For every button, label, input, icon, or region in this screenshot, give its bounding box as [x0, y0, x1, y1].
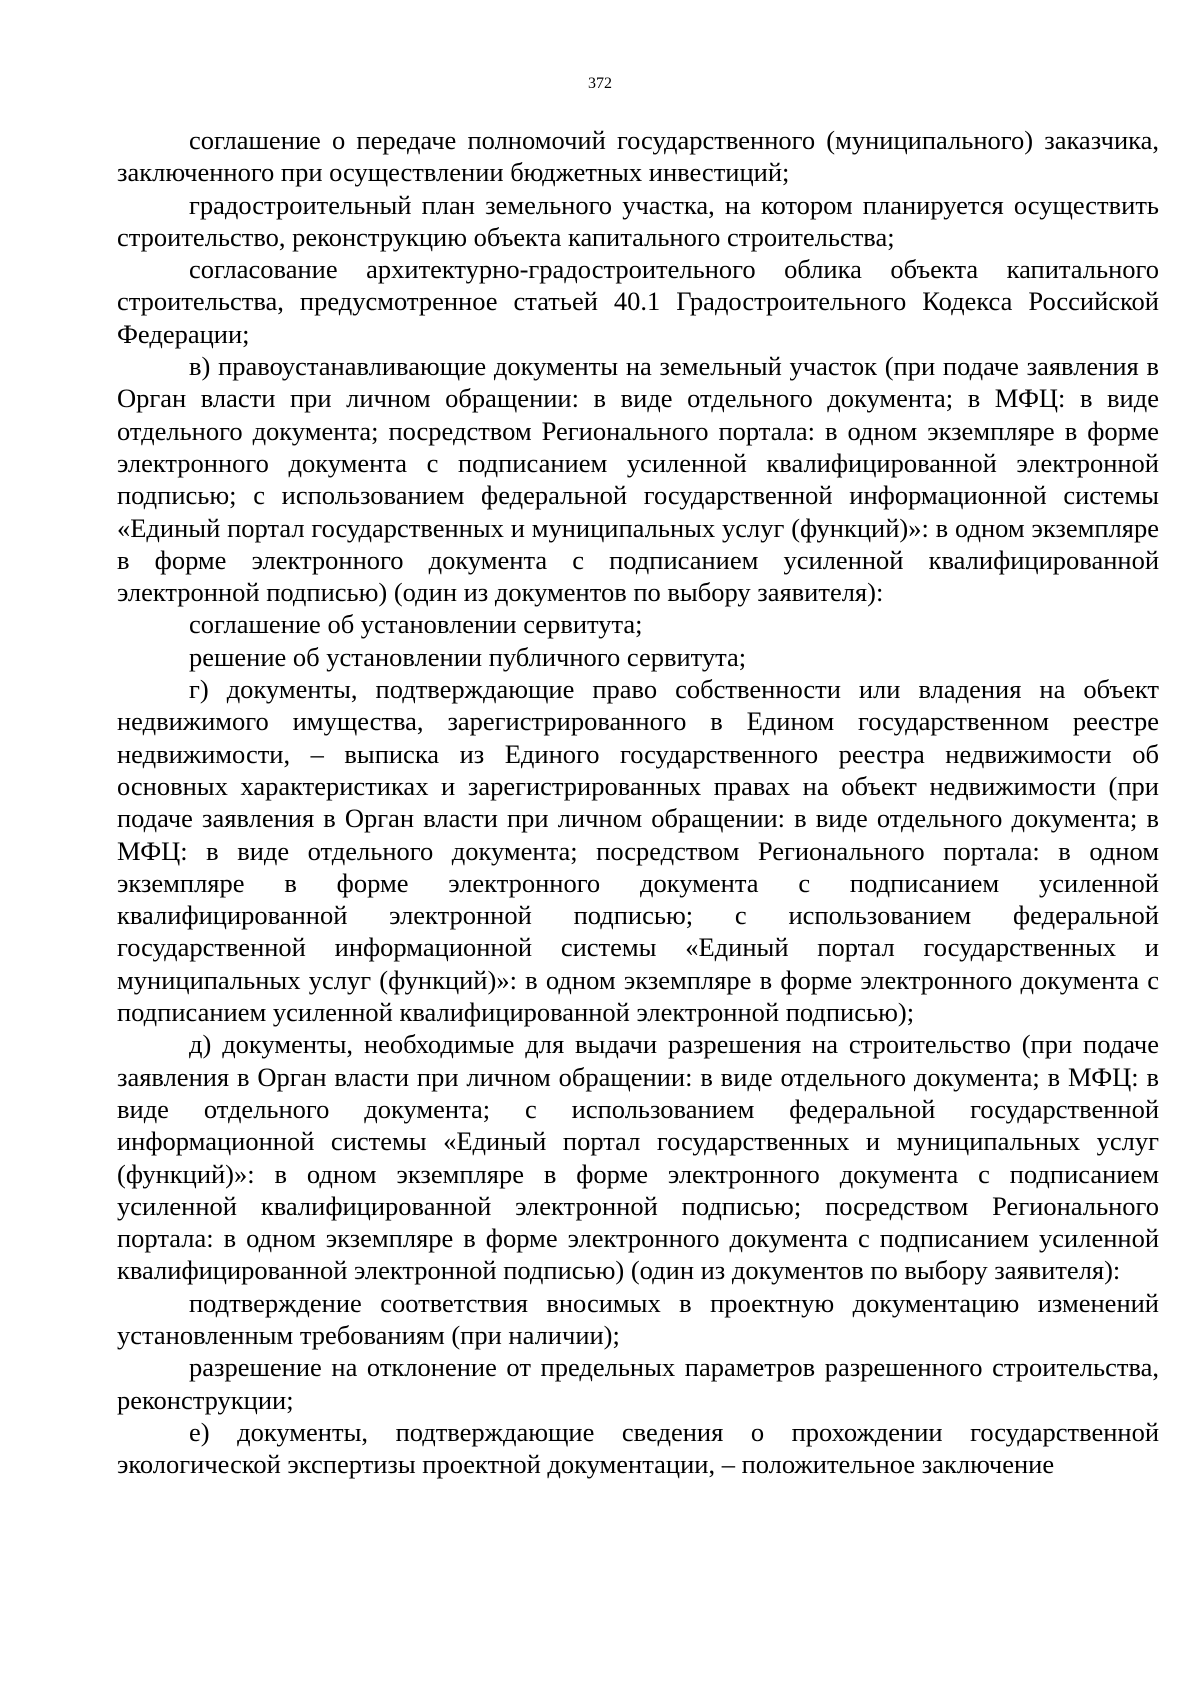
- paragraph-public-servitude-decision: решение об установлении публичного сервитута;: [189, 641, 747, 672]
- paragraph-item-g-ownership-documents: г) документы, подтверждающие право собственности или владения на объект недвижимого имущества, зарегистрированного в Едином государственном реестре недвижимости, – выписка из Единого государственного реестра недвижимости об основных характеристиках и зарегистрированных правах на объект недвижимости (при подаче заявления в Орган власти при личном обращении: в виде отдельного документа; в МФЦ: в виде отдельного документа; посредством Регионального портала: в одном экземпляре в форме электронного документа с подписанием усиленной квалифицированной электронной подписью; с использованием федеральной государственной информационной системы «Единый портал государственных и муниципальных услуг (функций)»: в одном экземпляре в форме электронного документа с подписанием усиленной квалифицированной электронной подписью);: [117, 674, 1159, 1028]
- paragraph-item-d-permit-documents: д) документы, необходимые для выдачи разрешения на строительство (при подаче заявления в Орган власти при личном обращении: в виде отдельного документа; в МФЦ: в виде отдельного документа; с использованием федеральной государственной информационной системы «Единый портал государственных и муниципальных услуг (функций)»: в одном экземпляре в форме электронного документа с подписанием усиленной квалифицированной электронной подписью; посредством Регионального портала: в одном экземпляре в форме электронного документа с подписанием усиленной квалифицированной электронной подписью) (один из документов по выбору заявителя):: [117, 1029, 1159, 1286]
- paragraph-item-v-land-title-documents: в) правоустанавливающие документы на земельный участок (при подаче заявления в Орган власти при личном обращении: в виде отдельного документа; в МФЦ: в виде отдельного документа; посредством Регионального портала: в одном экземпляре в форме электронного документа с подписанием усиленной квалифицированной электронной подписью; с использованием федеральной государственной информационной системы «Единый портал государственных и муниципальных услуг (функций)»: в одном экземпляре в форме электронного документа с подписанием усиленной квалифицированной электронной подписью) (один из документов по выбору заявителя):: [117, 351, 1159, 608]
- paragraph-item-e-ecological-expertise: е) документы, подтверждающие сведения о прохождении государственной экологической экспертизы проектной документации, – положительное заключение: [117, 1416, 1159, 1480]
- paragraph-servitude-agreement: соглашение об установлении сервитута;: [189, 609, 643, 640]
- paragraph-urban-plan: градостроительный план земельного участка, на котором планируется осуществить строительство, реконструкцию объекта капитального строительства;: [117, 189, 1159, 252]
- paragraph-municipal-customer-agreement: соглашение о передаче полномочий государственного (муниципального) заказчика, заключенного при осуществлении бюджетных инвестиций;: [117, 125, 1159, 188]
- document-body: [117, 124, 1159, 1480]
- page-number: 372: [588, 75, 612, 92]
- paragraph-architectural-approval: согласование архитектурно-градостроительного облика объекта капитального строительства, предусмотренное статьей 40.1 Градостроительного Кодекса Российской Федерации;: [117, 254, 1159, 349]
- paragraph-deviation-permit: разрешение на отклонение от предельных параметров разрешенного строительства, реконструкции;: [117, 1352, 1159, 1415]
- paragraph-compliance-confirmation: подтверждение соответствия вносимых в проектную документацию изменений установленным требованиям (при наличии);: [117, 1287, 1159, 1350]
